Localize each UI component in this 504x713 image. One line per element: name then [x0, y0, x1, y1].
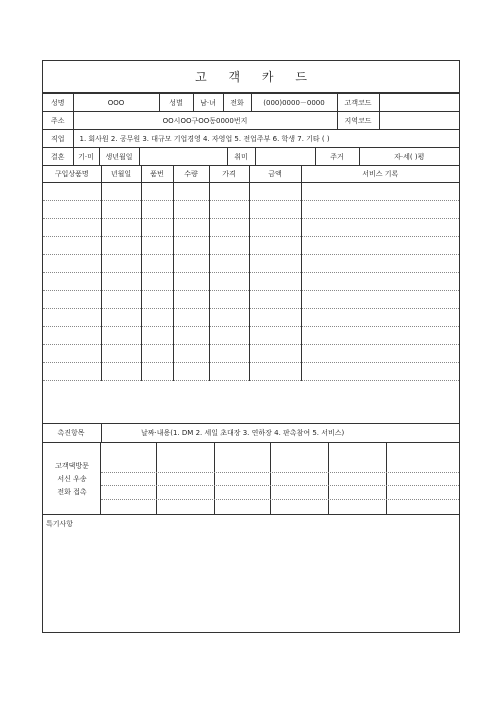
table-cell[interactable]: [43, 273, 101, 291]
marriage-label: 결혼: [43, 148, 73, 166]
residence-field[interactable]: 자·세( )평: [359, 148, 459, 166]
table-cell[interactable]: [249, 201, 301, 219]
table-cell[interactable]: [101, 273, 141, 291]
region-code-label: 지역코드: [337, 112, 379, 130]
address-label: 주소: [43, 112, 73, 130]
purchase-table: [43, 165, 459, 381]
title-char: 객: [228, 70, 241, 84]
phone-field[interactable]: (000)0000－0000: [251, 94, 337, 112]
table-row[interactable]: [43, 255, 459, 273]
col-item-number: 품번: [141, 165, 173, 183]
table-cell[interactable]: [249, 183, 301, 201]
table-cell[interactable]: [249, 291, 301, 309]
table-cell[interactable]: [141, 201, 173, 219]
residence-label: 주거: [315, 148, 359, 166]
table-row[interactable]: [43, 363, 459, 381]
table-cell[interactable]: [173, 309, 209, 327]
region-code-field[interactable]: [379, 112, 459, 130]
table-cell[interactable]: [141, 363, 173, 381]
table-cell[interactable]: [249, 363, 301, 381]
table-row[interactable]: [43, 201, 459, 219]
table-cell[interactable]: [249, 219, 301, 237]
table-cell[interactable]: [43, 219, 101, 237]
info-row-address: [43, 112, 459, 130]
table-row[interactable]: [43, 291, 459, 309]
hobby-label: 취미: [227, 148, 255, 166]
contact-section: [43, 443, 459, 515]
table-cell[interactable]: [249, 309, 301, 327]
table-cell[interactable]: [101, 219, 141, 237]
info-row-personal: [43, 148, 459, 166]
table-cell[interactable]: [141, 327, 173, 345]
purchase-table-body: [43, 183, 459, 381]
table-cell[interactable]: [301, 345, 459, 363]
table-cell[interactable]: [101, 183, 141, 201]
table-cell[interactable]: [43, 363, 101, 381]
col-date: 년월일: [101, 165, 141, 183]
marriage-field[interactable]: 기·미: [73, 148, 99, 166]
table-cell[interactable]: [249, 345, 301, 363]
job-options[interactable]: 1. 회사원 2. 공무원 3. 대규모 기업경영 4. 자영업 5. 전업주부 6. 학생 7. 기타 ( ): [73, 130, 459, 148]
col-price: 가격: [209, 165, 249, 183]
table-cell[interactable]: [301, 201, 459, 219]
table-cell[interactable]: [209, 345, 249, 363]
table-cell[interactable]: [173, 345, 209, 363]
table-cell[interactable]: [43, 309, 101, 327]
customer-code-field[interactable]: [379, 94, 459, 112]
table-cell[interactable]: [249, 237, 301, 255]
table-cell[interactable]: [43, 237, 101, 255]
table-cell[interactable]: [301, 309, 459, 327]
table-cell[interactable]: [141, 309, 173, 327]
info-row-job: [43, 130, 459, 148]
col-quantity: 수량: [173, 165, 209, 183]
page-title: [43, 61, 459, 93]
birth-field[interactable]: [139, 148, 227, 166]
table-cell[interactable]: [173, 291, 209, 309]
col-product-name: 구입상품명: [43, 165, 101, 183]
title-char: 카: [261, 70, 274, 84]
title-char: 고: [195, 70, 207, 84]
customer-code-label: 고객코드: [337, 94, 379, 112]
table-cell[interactable]: [101, 327, 141, 345]
table-cell[interactable]: [301, 183, 459, 201]
name-label: 성명: [43, 94, 73, 112]
personal-info-table: [43, 147, 459, 166]
hobby-field[interactable]: [255, 148, 315, 166]
table-cell[interactable]: [301, 327, 459, 345]
table-cell[interactable]: [43, 255, 101, 273]
table-cell[interactable]: [141, 237, 173, 255]
table-cell[interactable]: [43, 327, 101, 345]
address-field[interactable]: OO시OO구OO동0000번지: [73, 112, 337, 130]
table-cell[interactable]: [173, 219, 209, 237]
table-cell[interactable]: [173, 327, 209, 345]
table-cell[interactable]: [141, 255, 173, 273]
contact-grid[interactable]: [101, 443, 459, 514]
table-row[interactable]: [43, 345, 459, 363]
table-cell[interactable]: [101, 255, 141, 273]
table-cell[interactable]: [173, 363, 209, 381]
promotion-row: [43, 423, 459, 443]
table-cell[interactable]: [141, 291, 173, 309]
col-service-record: 서비스 기록: [301, 165, 459, 183]
table-cell[interactable]: [301, 219, 459, 237]
table-cell[interactable]: [141, 219, 173, 237]
table-cell[interactable]: [209, 273, 249, 291]
table-cell[interactable]: [209, 219, 249, 237]
table-cell[interactable]: [301, 237, 459, 255]
table-cell[interactable]: [101, 237, 141, 255]
table-cell[interactable]: [301, 255, 459, 273]
table-cell[interactable]: [301, 291, 459, 309]
table-cell[interactable]: [141, 183, 173, 201]
title-char: 드: [295, 70, 307, 84]
contact-label-visit: 고객댁방문: [55, 462, 89, 470]
job-label: 직업: [43, 130, 73, 148]
table-cell[interactable]: [209, 363, 249, 381]
purchase-table-header: [43, 165, 459, 183]
birth-label: 생년월일: [99, 148, 139, 166]
table-cell[interactable]: [301, 363, 459, 381]
customer-info-table: [43, 93, 459, 148]
contact-labels: [43, 443, 101, 514]
gender-field[interactable]: 남·녀: [193, 94, 223, 112]
table-cell[interactable]: [173, 255, 209, 273]
table-cell[interactable]: [43, 291, 101, 309]
gender-label: 성별: [159, 94, 193, 112]
table-cell[interactable]: [209, 255, 249, 273]
table-cell[interactable]: [173, 237, 209, 255]
table-cell[interactable]: [43, 201, 101, 219]
table-cell[interactable]: [209, 291, 249, 309]
table-cell[interactable]: [173, 201, 209, 219]
table-cell[interactable]: [101, 291, 141, 309]
table-cell[interactable]: [101, 201, 141, 219]
table-cell[interactable]: [209, 183, 249, 201]
customer-card-form: [42, 60, 460, 633]
table-row[interactable]: [43, 273, 459, 291]
special-notes-area[interactable]: [43, 531, 459, 631]
table-cell[interactable]: [173, 183, 209, 201]
promotion-options[interactable]: 날짜·내용(1. DM 2. 세일 초대장 3. 연하장 4. 판촉참여 5. 서비스): [141, 429, 345, 437]
table-row[interactable]: [43, 183, 459, 201]
table-cell[interactable]: [249, 273, 301, 291]
info-row-name: [43, 94, 459, 112]
table-row[interactable]: [43, 327, 459, 345]
table-row[interactable]: [43, 309, 459, 327]
table-cell[interactable]: [173, 273, 209, 291]
table-row[interactable]: [43, 219, 459, 237]
special-notes-label: 특기사항: [46, 520, 74, 528]
table-cell[interactable]: [101, 309, 141, 327]
name-field[interactable]: OOO: [73, 94, 159, 112]
table-cell[interactable]: [209, 309, 249, 327]
table-cell[interactable]: [101, 345, 141, 363]
table-cell[interactable]: [209, 237, 249, 255]
table-cell[interactable]: [141, 273, 173, 291]
table-cell[interactable]: [249, 255, 301, 273]
table-row[interactable]: [43, 237, 459, 255]
contact-label-mail: 서신 우송: [57, 475, 87, 483]
phone-label: 전화: [223, 94, 251, 112]
table-cell[interactable]: [301, 273, 459, 291]
contact-label-phone: 전화 접촉: [57, 488, 87, 496]
promotion-label: 촉진항목: [57, 429, 85, 437]
table-cell[interactable]: [141, 345, 173, 363]
table-cell[interactable]: [209, 201, 249, 219]
table-cell[interactable]: [43, 183, 101, 201]
col-amount: 금액: [249, 165, 301, 183]
table-cell[interactable]: [43, 345, 101, 363]
table-cell[interactable]: [209, 327, 249, 345]
table-cell[interactable]: [101, 363, 141, 381]
table-cell[interactable]: [249, 327, 301, 345]
